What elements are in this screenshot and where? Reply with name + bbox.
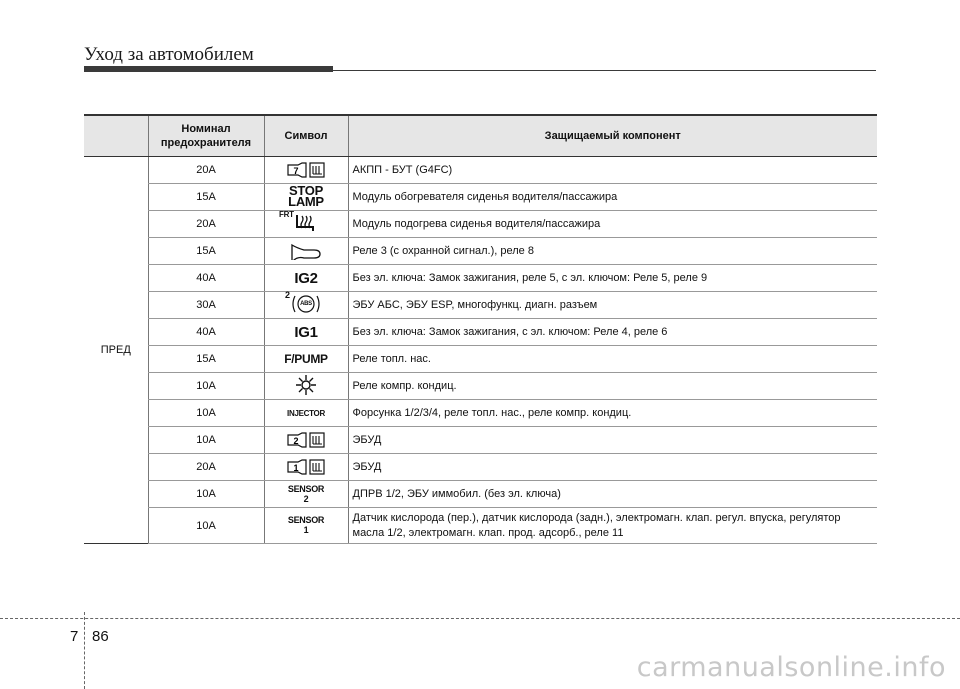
fuse-symbol [264,211,348,238]
table-row [84,427,877,454]
watermark: carmanualsonline.info [636,652,946,683]
header-symbol: Символ [264,115,348,157]
abs-icon [285,289,321,315]
fuse-component: Реле 3 (с охранной сигнал.), реле 8 [348,238,877,265]
horn-icon [289,240,323,262]
fuse-rating: 15A [148,238,264,265]
sensor-2-symbol: SENSOR 2 [287,483,325,504]
relay-1-icon [286,456,326,478]
table-row [84,292,877,319]
fuse-rating: 10A [148,427,264,454]
footer-rule [0,618,960,619]
fuse-rating: 10A [148,400,264,427]
header-component: Защищаемый компонент [348,115,877,157]
fuse-component: ДПРВ 1/2, ЭБУ иммобил. (без эл. ключа) [348,481,877,508]
fuse-rating: 10A [148,508,264,544]
fuse-symbol [264,373,348,400]
fuse-rating: 20A [148,211,264,238]
fuse-symbol [264,454,348,481]
page-number: 86 [92,628,109,645]
fuse-symbol [264,400,348,427]
fuse-symbol [264,481,348,508]
fuse-symbol [264,346,348,373]
abs-superscript: 2 [285,289,290,300]
fuse-component: ЭБУД [348,454,877,481]
table-row [84,373,877,400]
fuse-component: Без эл. ключа: Замок зажигания, с эл. ключом: Реле 4, реле 6 [348,319,877,346]
fuse-rating: 20A [148,157,264,184]
ig2-symbol: IG2 [294,269,318,287]
fuse-component: ЭБУД [348,427,877,454]
fuse-symbol [264,508,348,544]
fuse-rating: 40A [148,265,264,292]
ac-snowflake-icon [295,374,317,396]
table-row [84,400,877,427]
fuse-table [84,114,877,544]
fuse-symbol [264,265,348,292]
fuse-component: Реле топл. нас. [348,346,877,373]
stop-lamp-symbol: STOP LAMP [288,183,324,209]
fuse-component: Датчик кислорода (пер.), датчик кислорода (задн.), электромагн. клап. регул. впуска, регулятор масла 1/2, электромагн. клап. прод. адсорб., реле 11 [348,508,877,544]
fuse-symbol [264,289,348,319]
seat-heater-icon [279,210,319,234]
footer-divider [84,612,86,689]
fuse-symbol [264,319,348,346]
fuse-component: Форсунка 1/2/3/4, реле топл. нас., реле компр. кондиц. [348,400,877,427]
fuse-symbol [264,238,348,265]
relay-2-digit: 2 [293,435,299,446]
table-row [84,238,877,265]
fuse-component: Модуль обогревателя сиденья водителя/пассажира [348,184,877,211]
table-row [84,319,877,346]
table-row [84,481,877,508]
fuse-component: Модуль подогрева сиденья водителя/пассажира [348,211,877,238]
fuse-rating: 10A [148,481,264,508]
fuse-symbol [264,427,348,454]
relay-2-icon [286,429,326,451]
fuse-rating: 20A [148,454,264,481]
fuse-symbol [264,184,348,211]
relay-7-digit: 7 [293,165,299,176]
injector-symbol: INJECTOR [287,409,325,418]
group-label: ПРЕД [100,344,131,356]
fuse-component: Без эл. ключа: Замок зажигания, реле 5, с эл. ключом: Реле 5, реле 9 [348,265,877,292]
abs-label: ABS [300,300,312,307]
table-row [84,508,877,544]
fuse-rating: 40A [148,319,264,346]
sensor-1-symbol: SENSOR 1 [287,515,325,535]
header-group [84,115,148,157]
ig1-symbol: IG1 [294,323,318,341]
relay-1-digit: 1 [293,462,299,473]
relay-7-icon [286,159,326,181]
table-row [84,157,877,184]
header-rule-thin [333,70,876,71]
fuse-component: АКПП - БУТ (G4FC) [348,157,877,184]
fuse-rating: 10A [148,373,264,400]
table-row [84,346,877,373]
table-row [84,265,877,292]
page-header-title: Уход за автомобилем [84,44,254,65]
fuse-rating: 30A [148,292,264,319]
fuse-rating: 15A [148,184,264,211]
table-row [84,454,877,481]
fuse-symbol [264,157,348,184]
fuse-rating: 15A [148,346,264,373]
header-rule-thick [84,66,333,72]
header-rating: Номинал предохранителя [148,115,264,157]
fuse-component: ЭБУ АБС, ЭБУ ESP, многофункц. диагн. разъем [348,292,877,319]
fuse-component: Реле компр. кондиц. [348,373,877,400]
fpump-symbol: F/PUMP [284,352,328,366]
table-header-row [84,115,877,157]
chapter-number: 7 [70,628,79,645]
table-row [84,184,877,211]
frt-label: FRT [279,210,294,219]
table-row [84,211,877,238]
